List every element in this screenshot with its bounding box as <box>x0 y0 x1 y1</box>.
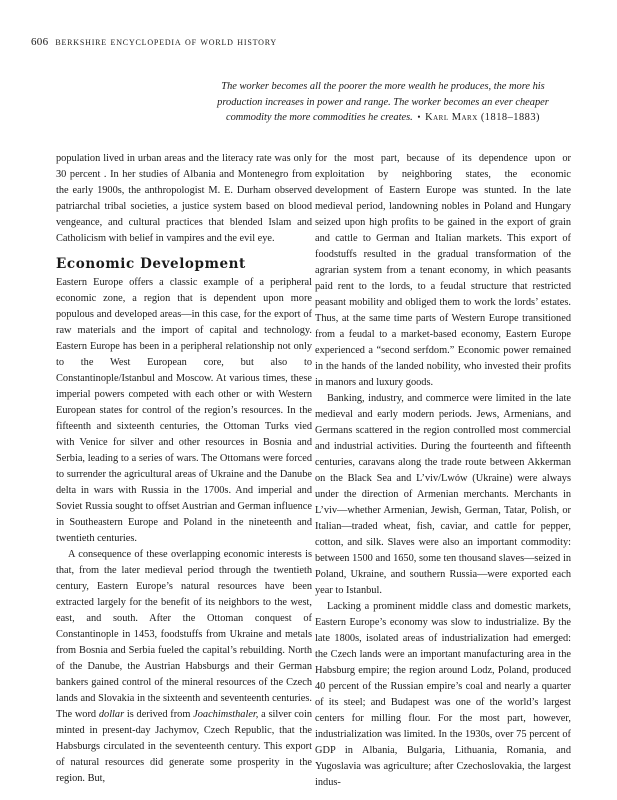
section-heading: Economic Development <box>56 256 246 272</box>
paragraph: Eastern Europe offers a classic example of a peripheral economic zone, a region that is dependent upon more populous and developed areas—in this case, for the export of raw materials and the import of capital and technology. Eastern Europe has been in a peripheral relationship not only to the West European core, but also to Constantinople/Istanbul and Moscow. At various times, these imperial powers competed with each other or with Western European states for control of the region’s resources. In the fifteenth and sixteenth centuries, the Ottoman Turks vied with Venice for silver and other resources in Bosnia and Serbia, leading to a series of wars. The Ottomans were forced to surrender the agricultural areas of Ukraine and the Danube delta in wars with Russia in the 1700s. And imperial and Soviet Russia sought to offset Austrian and German influence in Southeastern Europe and Poland in the nineteenth and twentieth centuries. <box>56 277 312 544</box>
quote-text: commodity the more commodities he creates. <box>225 112 413 123</box>
right-column <box>315 151 571 791</box>
text-run: A consequence of these overlapping economic interests is that, from the later medieval period through the twentieth century, Eastern Europe’s natural resources have been extracted largely for the benefit of its neighbors to the west, east, and south. After the Ottoman conquest of Constantinople in 1453, foodstuffs from Ukraine and metals from Bosnia and Serbia fueled the capital’s rebuilding. North of the Danube, the Austrian Habsburgs and their German bankers gained control of the mineral resources of the Czech lands and Slovakia in the sixteenth and seventeenth centuries. The word <box>56 549 312 720</box>
emphasis-joachimsthaler: Joachimsthaler, <box>193 709 259 720</box>
quote-attribution: Karl Marx (1818–1883) <box>425 112 541 123</box>
running-header <box>31 36 277 48</box>
paragraph: population lived in urban areas and the literacy rate was only 30 percent . In her studies of Albania and Montenegro from the early 1900s, the anthropologist M. E. Durham observed patriarchal tribal societies, a justice system based on blood vengeance, and cultural practices that blended Islam and Catholicism with belief in vampires and the evil eye. <box>56 153 312 244</box>
paragraph <box>56 547 312 787</box>
paragraph: Lacking a prominent middle class and domestic markets, Eastern Europe’s economy was slow to industrialize. By the late 1800s, isolated areas of industrialization had emerged: the Czech lands were an important manufacturing area in the Habsburg empire; the region around Lodz, Poland, produced 40 percent of the Russian empire’s coal and nearly a quarter of its steel; and Budapest was one of the world’s largest centers for milling flour. For the most part, however, industrialization was limited. In the 1930s, over 75 percent of GDP in Albania, Bulgaria, Lithuania, Romania, and Yugoslavia was agriculture; after Czechoslovakia, the largest indus- <box>315 601 571 788</box>
quote-line: The worker becomes all the poorer the more wealth he produces, the more his <box>221 81 545 92</box>
quote-line-last <box>200 110 566 126</box>
epigraph-quote <box>200 79 566 126</box>
text-run: a silver coin minted in present-day Jachymov, Czech Republic, that the Habsburgs circulated in the seventeenth century. This export of natural resources did generate some prosperity in the region. But, <box>56 709 312 784</box>
paragraph: for the most part, because of its dependence upon or exploitation by neighboring states, the economic development of Eastern Europe was stunted. In the late medieval period, landowning nobles in Poland and Hungary seized upon high profits to be gained in the export of grain and cattle to German and Italian markets. This export of foodstuffs resulted in the gradual transformation of the agrarian system from a tenant economy, in which peasants paid rent to the lords, to a feudal structure that restricted peasant mobility and obliged them to work the lords’ estates. Thus, at the same time parts of Western Europe transitioned from a feudal to a market-based economy, Eastern Europe experienced a “second serfdom.” Economic power remained in the hands of the landed nobility, who invested their profits in manors and luxury goods. <box>315 153 571 388</box>
quote-line: production increases in power and range. The worker becomes an ever cheaper <box>217 96 549 108</box>
bullet-icon: • <box>417 112 421 122</box>
paragraph: Banking, industry, and commerce were limited in the late medieval and early modern periods. Jews, Armenians, and Germans scattered in the region controlled most commercial and industrial activities. During the fourteenth and fifteenth centuries, caravans along the trade route between Akkerman on the Black Sea and L’viv/Lwów (Ukraine) were always under the direction of Armenian merchants. Merchants in L’viv—whether Armenian, Jewish, German, Tatar, Polish, or Italian—traded wheat, fish, caviar, and cattle for pepper, cotton, and silk. Slaves were also an important commodity: between 1500 and 1650, some ten thousand slaves—seized in Poland, Ukraine, and southern Russia—were exported each year to Istanbul. <box>315 393 571 596</box>
emphasis-dollar: dollar <box>98 709 125 720</box>
page-number: 606 <box>31 36 49 48</box>
book-title: berkshire encyclopedia of world history <box>55 36 277 48</box>
text-run: is derived from <box>124 709 194 720</box>
left-column <box>56 151 312 787</box>
